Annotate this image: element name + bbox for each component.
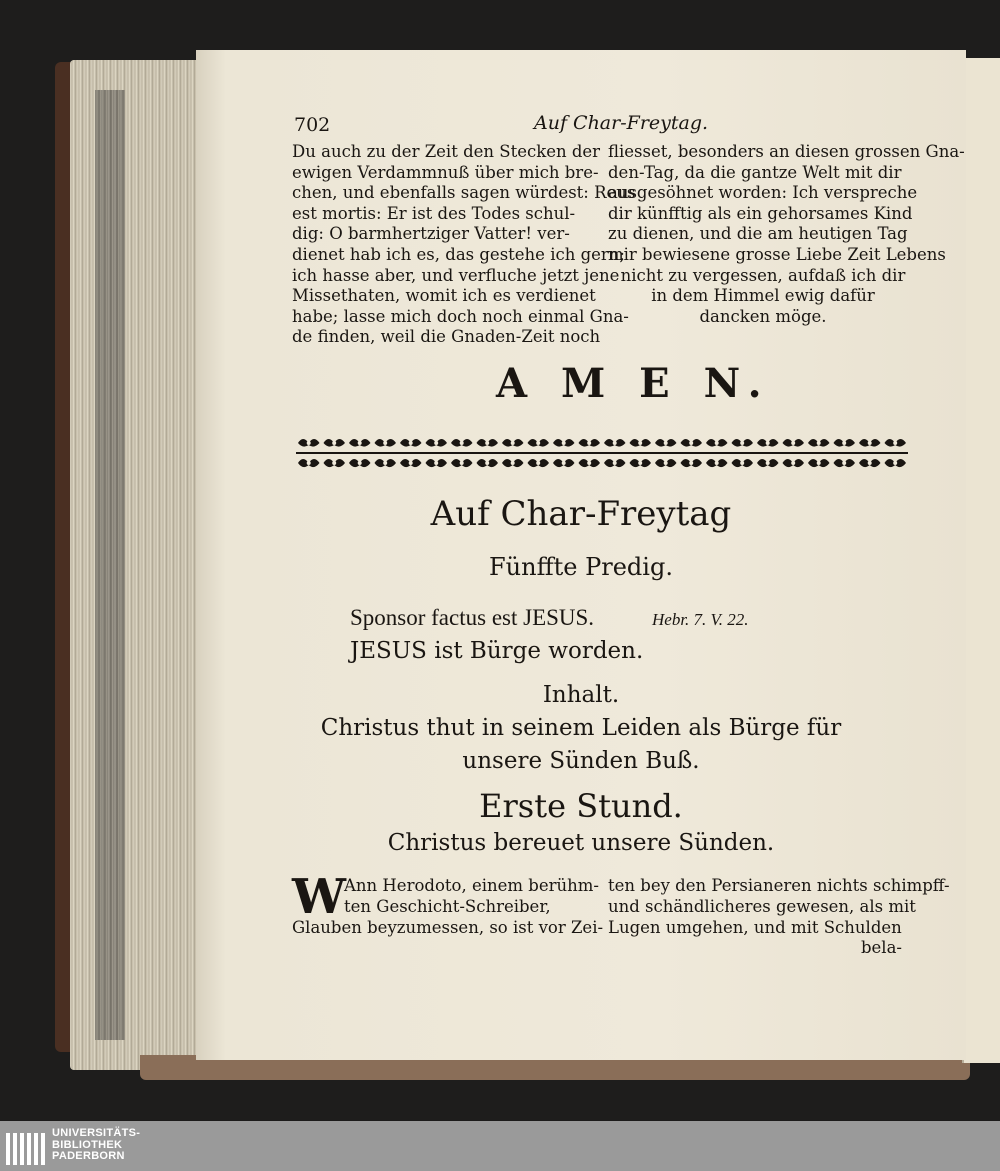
- text-line: fliesset, besonders an diesen grossen Gna-: [608, 142, 965, 161]
- text-line: ewigen Verdammnuß über mich bre-: [292, 162, 599, 182]
- section-title: Erste Stund.: [479, 787, 683, 825]
- text-line: habe; lasse mich doch noch einmal Gna-: [292, 306, 629, 326]
- text-line: ausgesöhnet worden: Ich verspreche: [608, 183, 918, 203]
- verse-german: JESUS ist Bürge worden.: [350, 638, 644, 664]
- text-line: nicht zu vergessen, aufdaß ich dir: [620, 265, 906, 285]
- text-line: est mortis: Er ist des Todes schul-: [292, 203, 576, 223]
- library-name-line: UNIVERSITÄTS-: [52, 1127, 141, 1139]
- library-name: [52, 1128, 140, 1163]
- text-line: Lugen umgehen, und mit Schulden: [608, 917, 902, 937]
- amen-heading: A M E N.: [496, 360, 772, 407]
- verse-reference: Hebr. 7. V. 22.: [652, 610, 749, 629]
- summary-line: unsere Sünden Buß.: [462, 748, 700, 774]
- library-name-line: PADERBORN: [52, 1150, 125, 1162]
- text-line: dienet hab ich es, das gestehe ich gern;: [292, 244, 625, 264]
- text-line: und schändlicheres gewesen, als mit: [608, 896, 916, 916]
- sermon-subtitle: Fünffte Predig.: [489, 553, 673, 581]
- text-line: Du auch zu der Zeit den Stecken der: [292, 142, 601, 161]
- body-left-column: [292, 869, 604, 938]
- text-line: ten Geschicht-Schreiber,: [344, 896, 551, 916]
- facing-page-edge: [962, 58, 1000, 1063]
- text-line: ten bey den Persianeren nichts schimpff-: [608, 876, 950, 895]
- summary: [196, 712, 966, 778]
- library-logo-icon: [6, 1129, 48, 1165]
- text-line: chen, und ebenfalls sagen würdest: Reus: [292, 183, 636, 203]
- page-stack: [70, 60, 205, 1070]
- text-line: zu dienen, und die am heutigen Tag: [608, 224, 908, 244]
- body-right-column: [608, 876, 950, 959]
- sermon-title: Auf Char-Freytag: [430, 494, 732, 534]
- page-stack-shadow: [95, 90, 125, 1040]
- drop-cap: W: [292, 869, 346, 925]
- ornament-band-icon: [296, 433, 908, 473]
- section-subtitle: Christus bereuet unsere Sünden.: [387, 830, 775, 856]
- page: [196, 50, 966, 1060]
- running-head: Auf Char-Freytag.: [534, 112, 709, 134]
- text-line: Ann Herodoto, einem berühm-: [344, 876, 599, 895]
- text-line: bela-: [860, 938, 902, 958]
- text-line: Missethaten, womit ich es verdienet: [292, 286, 596, 306]
- text-line: mir bewiesene grosse Liebe Zeit Lebens: [608, 244, 946, 264]
- text-line: dancken möge.: [699, 306, 827, 326]
- library-name-line: BIBLIOTHEK: [52, 1138, 123, 1151]
- summary-line: Christus thut in seinem Leiden als Bürge für: [320, 715, 842, 741]
- text-line: de finden, weil die Gnaden-Zeit noch: [292, 327, 601, 347]
- text-line: ich hasse aber, und verfluche jetzt jene: [292, 265, 620, 285]
- top-left-column: [292, 142, 636, 348]
- top-right-column: [608, 142, 965, 327]
- page-number: 702: [294, 114, 331, 136]
- text-line: in dem Himmel ewig dafür: [651, 286, 875, 306]
- text-line: dig: O barmhertziger Vatter! ver-: [292, 224, 570, 244]
- text-line: den-Tag, da die gantze Welt mit dir: [608, 162, 902, 182]
- verse-latin: Sponsor factus est JESUS.: [350, 605, 595, 630]
- library-footer: [0, 1121, 1000, 1171]
- text-line: dir künfftig als ein gehorsames Kind: [608, 203, 913, 223]
- text-line: Glauben beyzumessen, so ist vor Zei-: [292, 917, 604, 937]
- inhalt-label: Inhalt.: [542, 682, 620, 708]
